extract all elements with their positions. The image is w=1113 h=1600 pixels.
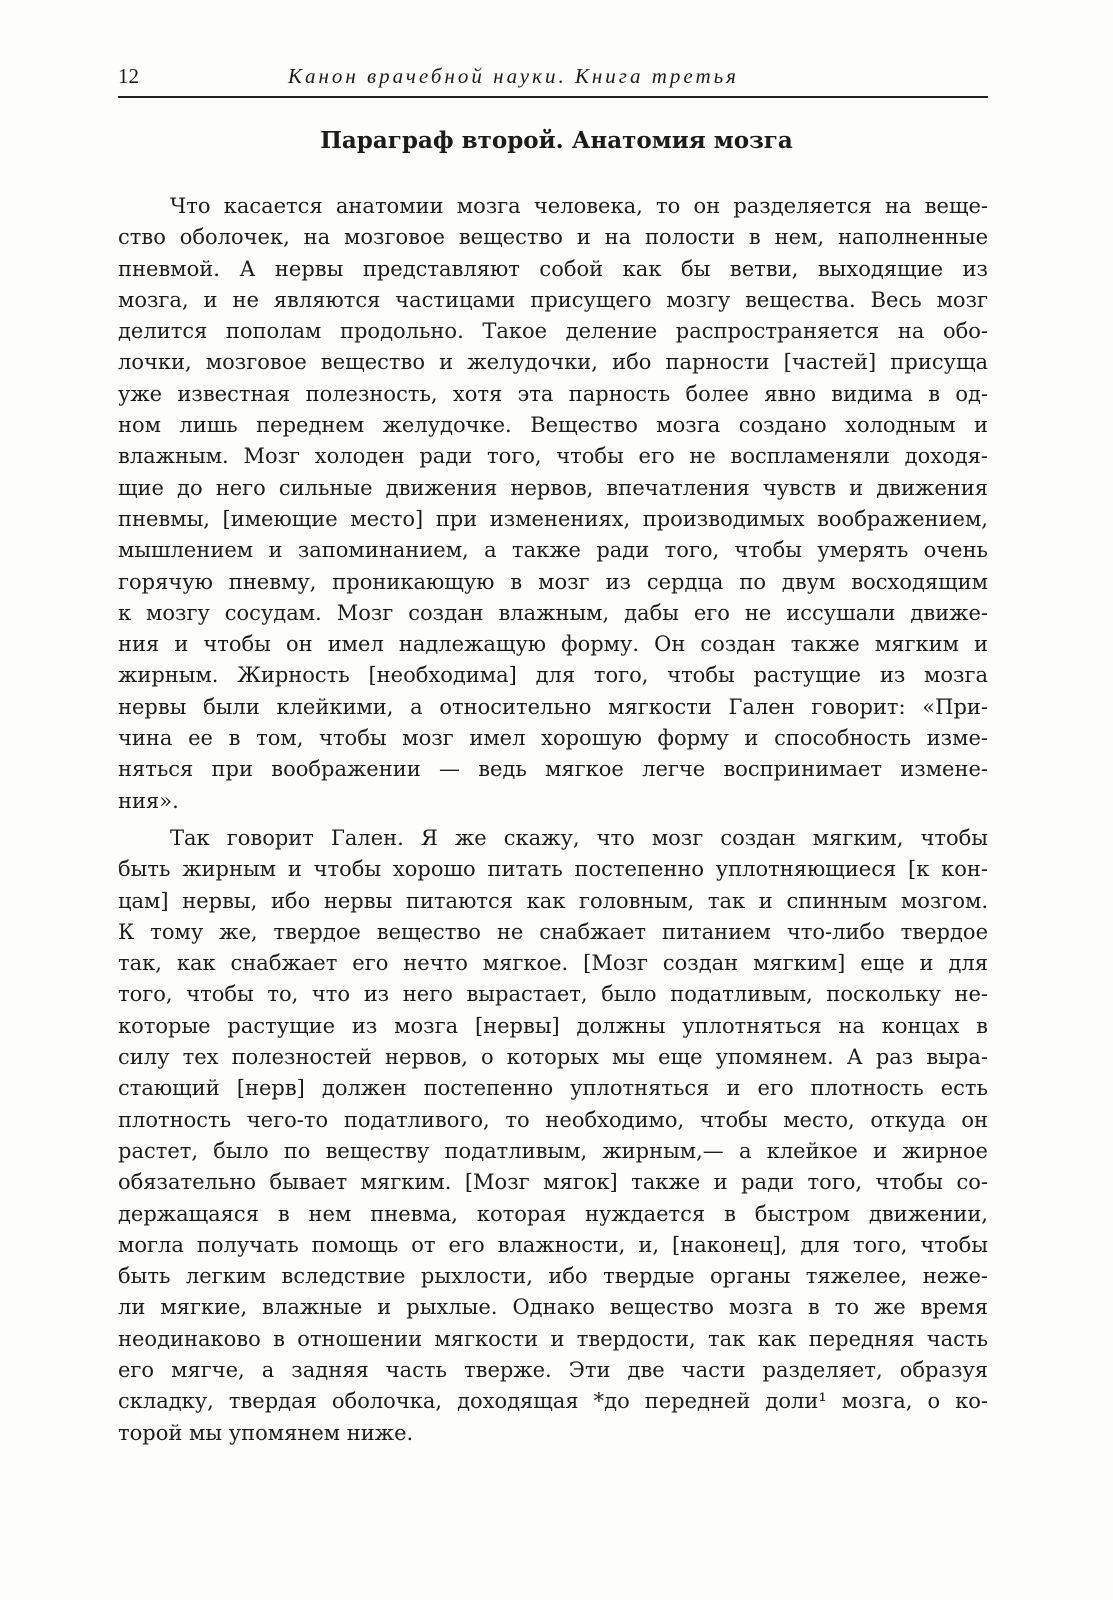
text-line: горячую пневму, проникающую в мозг из сердца по двум восходящим: [118, 569, 988, 594]
section-title: Параграф второй. Анатомия мозга: [320, 127, 793, 154]
text-line: ном лишь переднем желудочке. Вещество мозга создано холодным и: [118, 413, 988, 438]
text-line: стающий [нерв] должен постепенно уплотняться и его плотность есть: [118, 1076, 988, 1101]
text-line: обязательно бывает мягким. [Мозг мягок] также и ради того, чтобы со-: [118, 1170, 988, 1195]
paragraph: [118, 191, 988, 817]
text-line: ния».: [118, 788, 179, 813]
text-line: цам] нервы, ибо нервы питаются как головным, так и спинным мозгом.: [118, 888, 988, 913]
text-line: к мозгу сосудам. Мозг создан влажным, дабы его не иссушали движе-: [118, 600, 988, 625]
body-text: [118, 191, 988, 1455]
text-line: няться при воображении — ведь мягкое легче воспринимает измене-: [118, 757, 988, 782]
text-line: так, как снабжает его нечто мягкое. [Мозг создан мягким] еще и для: [118, 951, 988, 976]
text-line: Так говорит Гален. Я же скажу, что мозг создан мягким, чтобы: [170, 825, 988, 850]
text-line: того, чтобы то, что из него вырастает, было податливым, поскольку не-: [118, 982, 988, 1007]
text-line: силу тех полезностей нервов, о которых мы еще упомянем. А раз выра-: [118, 1045, 988, 1070]
text-line: К тому же, твердое вещество не снабжает питанием что-либо твердое: [118, 919, 988, 944]
text-line: лочки, мозговое вещество и желудочки, ибо парности [частей] присуща: [118, 350, 988, 375]
text-line: уже известная полезность, хотя эта парность более явно видима в од-: [118, 381, 988, 406]
running-head: [118, 62, 988, 98]
text-line: жирным. Жирность [необходима] для того, чтобы растущие из мозга: [118, 663, 988, 688]
text-line: неодинаково в отношении мягкости и твердости, так как передняя часть: [118, 1326, 988, 1351]
text-line: которые растущие из мозга [нервы] должны уплотняться на концах в: [118, 1013, 988, 1038]
text-line: мышлением и запоминанием, а также ради того, чтобы умерять очень: [118, 538, 988, 563]
text-line: нервы были клейкими, а относительно мягкости Гален говорит: «При-: [118, 694, 988, 719]
text-line: делится пополам продольно. Такое деление распространяется на обо-: [118, 319, 988, 344]
text-line: торой мы упомянем ниже.: [118, 1420, 414, 1445]
text-line: мозга, и не являются частицами присущего мозгу вещества. Весь мозг: [118, 287, 988, 312]
text-line: чина ее в том, чтобы мозг имел хорошую форму и способность изме-: [118, 726, 988, 751]
text-line: ство оболочек, на мозговое вещество и на полости в нем, наполненные: [118, 225, 988, 250]
text-line: ли мягкие, влажные и рыхлые. Однако вещество мозга в то же время: [118, 1295, 988, 1320]
text-line: растет, было по веществу податливым, жирным,— а клейкое и жирное: [118, 1138, 988, 1163]
text-line: Что касается анатомии мозга человека, то он разделяется на веще-: [170, 194, 988, 218]
text-line: щие до него сильные движения нервов, впечатления чувств и движения: [118, 475, 988, 500]
text-line: его мягче, а задняя часть тверже. Эти две части разделяет, образуя: [118, 1357, 988, 1382]
paragraph: [118, 823, 988, 1449]
book-title: Канон врачебной науки. Книга третья: [288, 64, 739, 88]
text-line: пневмой. А нервы представляют собой как бы ветви, выходящие из: [118, 256, 988, 281]
text-line: ния и чтобы он имел надлежащую форму. Он создан также мягким и: [118, 632, 988, 657]
text-line: пневмы, [имеющие место] при изменениях, производимых воображением,: [118, 506, 988, 531]
text-line: могла получать помощь от его влажности, и, [наконец], для того, чтобы: [118, 1232, 988, 1257]
page-number: 12: [118, 64, 139, 88]
text-line: влажным. Мозг холоден ради того, чтобы его не воспламеняли доходя-: [118, 444, 988, 469]
text-line: быть легким вследствие рыхлости, ибо твердые органы тяжелее, неже-: [118, 1264, 988, 1289]
text-line: держащаяся в нем пневма, которая нуждается в быстром движении,: [118, 1201, 988, 1226]
text-line: быть жирным и чтобы хорошо питать постепенно уплотняющиеся [к кон-: [118, 857, 988, 882]
text-line: плотность чего-то податливого, то необходимо, чтобы место, откуда он: [118, 1107, 988, 1132]
text-line: складку, твердая оболочка, доходящая *до передней доли¹ мозга, о ко-: [118, 1389, 988, 1414]
